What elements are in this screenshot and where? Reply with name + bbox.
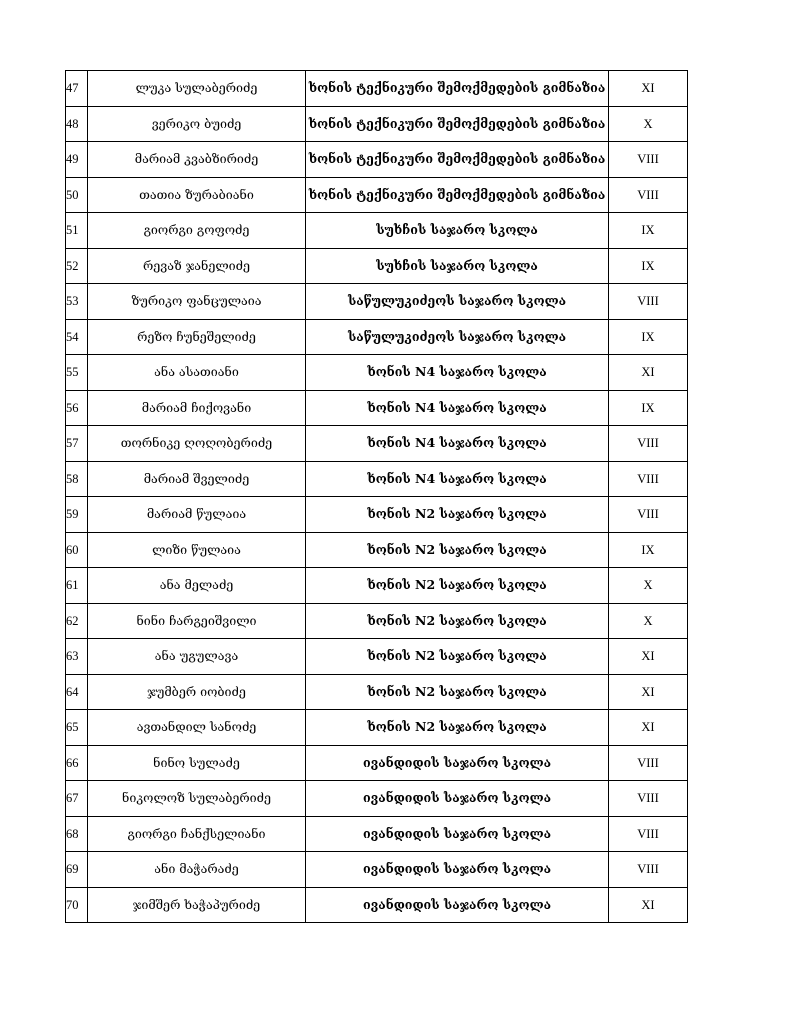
table-row [66, 674, 688, 710]
school-name: საწულუკიძეოს საჯარო სკოლა [306, 319, 609, 355]
student-name: გიორგი გოფოძე [88, 213, 306, 249]
table-row [66, 461, 688, 497]
table-row [66, 71, 688, 107]
row-number: 70 [66, 887, 88, 923]
table-row [66, 177, 688, 213]
row-number: 59 [66, 497, 88, 533]
student-name: ჯუმბერ იობიძე [88, 674, 306, 710]
row-number: 58 [66, 461, 88, 497]
student-name: რეზო ჩუნეშელიძე [88, 319, 306, 355]
row-number: 57 [66, 426, 88, 462]
grade-level: X [609, 106, 688, 142]
grade-level: VIII [609, 461, 688, 497]
student-name: გიორგი ჩანქსელიანი [88, 816, 306, 852]
table-row [66, 852, 688, 888]
school-name: ივანდიდის საჯარო სკოლა [306, 852, 609, 888]
row-number: 61 [66, 568, 88, 604]
student-name: ლუკა სულაბერიძე [88, 71, 306, 107]
row-number: 47 [66, 71, 88, 107]
school-name: ხონის N2 საჯარო სკოლა [306, 568, 609, 604]
row-number: 63 [66, 639, 88, 675]
student-name: თორნიკე ღოღობერიძე [88, 426, 306, 462]
school-name: საწულუკიძეოს საჯარო სკოლა [306, 284, 609, 320]
table-row [66, 106, 688, 142]
school-name: ხონის ტექნიკური შემოქმედების გიმნაზია [306, 71, 609, 107]
grade-level: VIII [609, 142, 688, 178]
table-row [66, 319, 688, 355]
student-name: ლიზი წულაია [88, 532, 306, 568]
student-name: მარიამ წულაია [88, 497, 306, 533]
student-name: ზურიკო ფანცულაია [88, 284, 306, 320]
school-name: ხონის ტექნიკური შემოქმედების გიმნაზია [306, 142, 609, 178]
school-name: ხონის N2 საჯარო სკოლა [306, 710, 609, 746]
student-name: ვერიკო ბუიძე [88, 106, 306, 142]
school-name: ხონის N4 საჯარო სკოლა [306, 461, 609, 497]
table-row [66, 390, 688, 426]
student-name: რევაზ ჯანელიძე [88, 248, 306, 284]
table-row [66, 710, 688, 746]
grade-level: XI [609, 639, 688, 675]
grade-level: VIII [609, 177, 688, 213]
table-row [66, 603, 688, 639]
row-number: 68 [66, 816, 88, 852]
school-name: ხონის N2 საჯარო სკოლა [306, 603, 609, 639]
row-number: 60 [66, 532, 88, 568]
row-number: 64 [66, 674, 88, 710]
school-name: ხონის N2 საჯარო სკოლა [306, 532, 609, 568]
grade-level: X [609, 568, 688, 604]
table-row [66, 639, 688, 675]
row-number: 56 [66, 390, 88, 426]
student-name: ანი მაჭარაძე [88, 852, 306, 888]
school-name: სუხჩის საჯარო სკოლა [306, 213, 609, 249]
school-name: ხონის N4 საჯარო სკოლა [306, 390, 609, 426]
school-name: ხონის N4 საჯარო სკოლა [306, 426, 609, 462]
student-name: მარიამ კვაბზირიძე [88, 142, 306, 178]
row-number: 52 [66, 248, 88, 284]
school-name: ივანდიდის საჯარო სკოლა [306, 816, 609, 852]
student-name: მარიამ შველიძე [88, 461, 306, 497]
grade-level: XI [609, 887, 688, 923]
grade-level: XI [609, 710, 688, 746]
grade-level: IX [609, 390, 688, 426]
table-row [66, 745, 688, 781]
school-name: ხონის N2 საჯარო სკოლა [306, 639, 609, 675]
row-number: 48 [66, 106, 88, 142]
table-row [66, 248, 688, 284]
row-number: 67 [66, 781, 88, 817]
table-body [66, 71, 688, 923]
school-name: ხონის N2 საჯარო სკოლა [306, 497, 609, 533]
school-name: ივანდიდის საჯარო სკოლა [306, 887, 609, 923]
table-row [66, 426, 688, 462]
row-number: 54 [66, 319, 88, 355]
student-name: ანა უგულავა [88, 639, 306, 675]
school-name: ივანდიდის საჯარო სკოლა [306, 781, 609, 817]
table-row [66, 284, 688, 320]
row-number: 65 [66, 710, 88, 746]
grade-level: VIII [609, 852, 688, 888]
row-number: 62 [66, 603, 88, 639]
grade-level: VIII [609, 745, 688, 781]
row-number: 49 [66, 142, 88, 178]
school-name: ხონის ტექნიკური შემოქმედების გიმნაზია [306, 177, 609, 213]
table-row [66, 497, 688, 533]
table-row [66, 781, 688, 817]
grade-level: IX [609, 319, 688, 355]
school-name: ხონის N4 საჯარო სკოლა [306, 355, 609, 391]
student-name: ანა მელაძე [88, 568, 306, 604]
grade-level: XI [609, 355, 688, 391]
grade-level: XI [609, 71, 688, 107]
table-row [66, 213, 688, 249]
grade-level: VIII [609, 497, 688, 533]
table-row [66, 568, 688, 604]
student-name: ნინო სულაძე [88, 745, 306, 781]
row-number: 51 [66, 213, 88, 249]
row-number: 69 [66, 852, 88, 888]
grade-level: IX [609, 248, 688, 284]
grade-level: IX [609, 213, 688, 249]
grade-level: VIII [609, 781, 688, 817]
table-row [66, 532, 688, 568]
grade-level: VIII [609, 816, 688, 852]
student-name: ჯიმშერ ხაჭაპურიძე [88, 887, 306, 923]
student-name: ავთანდილ სანოძე [88, 710, 306, 746]
student-name: ნიკოლოზ სულაბერიძე [88, 781, 306, 817]
student-name: ანა ასათიანი [88, 355, 306, 391]
student-name: მარიამ ჩიქოვანი [88, 390, 306, 426]
table-row [66, 887, 688, 923]
row-number: 55 [66, 355, 88, 391]
school-name: ხონის N2 საჯარო სკოლა [306, 674, 609, 710]
school-name: სუხჩის საჯარო სკოლა [306, 248, 609, 284]
student-name: ნინი ჩარგეიშვილი [88, 603, 306, 639]
table-row [66, 142, 688, 178]
table-row [66, 816, 688, 852]
grade-level: VIII [609, 284, 688, 320]
school-name: ივანდიდის საჯარო სკოლა [306, 745, 609, 781]
school-name: ხონის ტექნიკური შემოქმედების გიმნაზია [306, 106, 609, 142]
row-number: 50 [66, 177, 88, 213]
grade-level: XI [609, 674, 688, 710]
table-row [66, 355, 688, 391]
grade-level: X [609, 603, 688, 639]
participants-table [65, 70, 688, 923]
grade-level: VIII [609, 426, 688, 462]
student-name: თათია ზურაბიანი [88, 177, 306, 213]
row-number: 53 [66, 284, 88, 320]
row-number: 66 [66, 745, 88, 781]
grade-level: IX [609, 532, 688, 568]
